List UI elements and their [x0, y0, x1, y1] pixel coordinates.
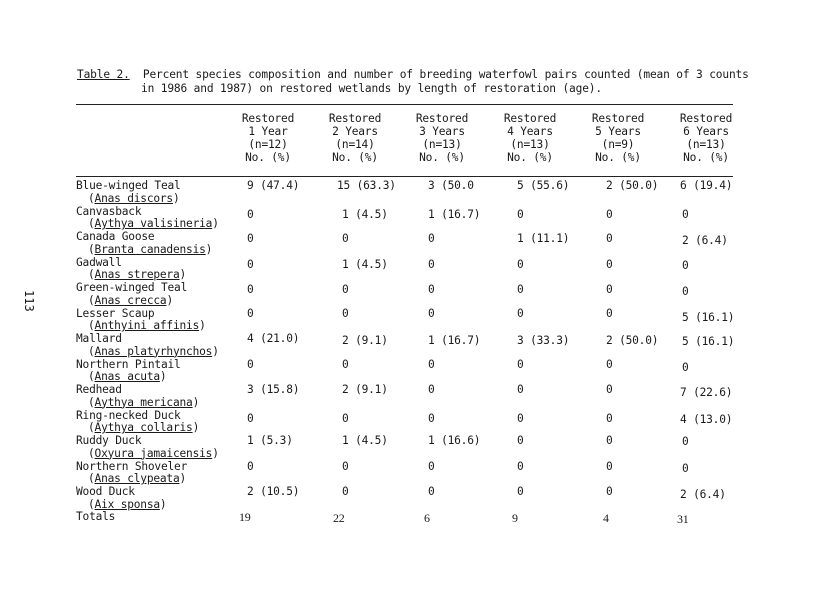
table-row — [0, 282, 814, 307]
value-cell: 9 (47.4) — [247, 179, 300, 192]
header-line: No. (%) — [507, 151, 553, 164]
value-cell: 0 — [606, 411, 613, 425]
total-cell: 19 — [239, 510, 251, 524]
table-row — [0, 410, 814, 435]
header-line: (n=13) — [422, 138, 462, 151]
scientific-name: (Aythya valisineria) — [88, 217, 219, 230]
value-cell: 0 — [517, 383, 524, 396]
value-cell: 0 — [247, 257, 254, 271]
value-cell: 0 — [428, 232, 435, 245]
value-cell: 0 — [428, 383, 435, 396]
species-name — [76, 410, 199, 435]
scientific-name: (Anas discors) — [88, 191, 180, 205]
value-cell: 6 (19.4) — [680, 179, 733, 192]
value-cell: 3 (50.0 — [428, 179, 474, 192]
table-row — [0, 231, 814, 256]
value-cell: 3 (33.3) — [517, 334, 570, 347]
species-name — [76, 486, 166, 511]
species-name — [76, 308, 206, 333]
column-header-6-years — [666, 112, 746, 164]
value-cell: 5 (16.1) — [682, 310, 735, 324]
value-cell: 5 (55.6) — [517, 179, 570, 192]
scientific-name: (Anas crecca) — [88, 293, 173, 307]
value-cell: 2 (10.5) — [247, 485, 300, 498]
value-cell: 0 — [247, 232, 254, 245]
value-cell: 0 — [517, 283, 524, 296]
header-line: No. (%) — [419, 151, 465, 164]
value-cell: 0 — [606, 232, 613, 245]
header-line: Restored — [591, 112, 645, 125]
value-cell: 0 — [428, 306, 435, 320]
value-cell: 2 (6.4) — [682, 234, 728, 247]
value-cell: 0 — [682, 207, 689, 221]
species-name — [76, 359, 181, 384]
table-row — [0, 308, 814, 333]
table-row — [0, 257, 814, 282]
common-name: Ruddy Duck — [76, 434, 142, 447]
common-name: Mallard — [76, 332, 122, 345]
header-line: 6 Years — [683, 125, 729, 138]
value-cell: 2 (9.1) — [342, 334, 388, 347]
caption-label: Table 2. — [77, 68, 130, 81]
value-cell: 0 — [606, 383, 613, 396]
top-rule — [76, 104, 733, 105]
header-line: No. (%) — [245, 151, 291, 164]
total-cell: 31 — [677, 512, 689, 526]
value-cell: 0 — [247, 306, 254, 320]
table-row — [0, 206, 814, 231]
value-cell: 7 (22.6) — [680, 386, 733, 399]
value-cell: 1 (4.5) — [342, 207, 388, 221]
caption-line-1 — [77, 68, 757, 82]
scientific-name: (Anas platyrhynchos) — [88, 344, 219, 358]
header-line: 5 Years — [595, 125, 641, 138]
value-cell: 1 (5.3) — [247, 434, 293, 447]
species-name — [76, 257, 186, 282]
species-name — [76, 461, 187, 486]
common-name: Redhead — [76, 383, 122, 396]
table-caption — [77, 68, 757, 96]
value-cell: 0 — [428, 357, 435, 371]
common-name: Canada Goose — [76, 230, 155, 243]
common-name: Canvasback — [76, 204, 142, 218]
value-cell: 0 — [342, 283, 349, 296]
common-name: Northern Shoveler — [76, 459, 188, 473]
column-header-4-years — [490, 112, 570, 164]
value-cell: 0 — [247, 357, 254, 371]
value-cell: 1 (11.1) — [517, 232, 570, 245]
column-header-3-years — [402, 112, 482, 164]
table-row — [0, 461, 814, 486]
common-name: Wood Duck — [76, 485, 135, 498]
value-cell: 0 — [682, 285, 689, 298]
value-cell: 0 — [606, 434, 613, 447]
scientific-name: (Anas acuta) — [88, 370, 167, 383]
header-line: 1 Year — [248, 125, 288, 138]
scientific-name: (Anthyini affinis) — [88, 319, 206, 332]
species-name — [76, 435, 219, 460]
value-cell: 0 — [682, 258, 689, 272]
header-line: Restored — [415, 112, 469, 125]
common-name: Blue-winged Teal — [76, 179, 181, 192]
table-row — [0, 435, 814, 460]
header-line: (n=14) — [335, 138, 375, 151]
header-line: Restored — [328, 112, 382, 125]
header-line: Restored — [241, 112, 295, 125]
common-name: Green-winged Teal — [76, 281, 188, 294]
value-cell: 15 (63.3) — [337, 179, 396, 192]
value-cell: 0 — [606, 257, 613, 271]
header-line: (n=12) — [248, 138, 288, 151]
caption-line-2: in 1986 and 1987) on restored wetlands by length of restoration (age). — [141, 82, 602, 95]
header-line: (n=13) — [510, 138, 550, 151]
value-cell: 0 — [606, 459, 613, 473]
scientific-name: (Oxyura jamaicensis) — [88, 446, 219, 460]
value-cell: 0 — [342, 411, 349, 425]
value-cell: 1 (16.6) — [428, 434, 481, 447]
header-line: (n=13) — [686, 138, 726, 151]
header-line: (n=9) — [601, 138, 635, 151]
header-line: No. (%) — [332, 151, 378, 164]
value-cell: 0 — [517, 357, 524, 371]
header-rule — [76, 176, 733, 177]
species-name — [76, 206, 219, 231]
species-name — [76, 282, 187, 307]
value-cell: 0 — [342, 485, 349, 498]
header-line: 2 Years — [332, 125, 378, 138]
value-cell: 0 — [517, 459, 524, 473]
value-cell: 0 — [428, 257, 435, 271]
total-cell: 9 — [512, 511, 518, 525]
value-cell: 0 — [606, 207, 613, 221]
column-header-1-year — [228, 112, 308, 164]
value-cell: 0 — [606, 306, 613, 320]
value-cell: 1 (16.7) — [428, 207, 481, 221]
value-cell: 0 — [682, 461, 689, 475]
table-row — [0, 384, 814, 409]
value-cell: 2 (9.1) — [342, 383, 388, 396]
value-cell: 0 — [247, 411, 254, 425]
value-cell: 0 — [606, 357, 613, 371]
value-cell: 0 — [682, 360, 689, 374]
value-cell: 4 (13.0) — [680, 412, 733, 426]
scientific-name: (Aythya collaris) — [88, 421, 200, 434]
value-cell: 0 — [342, 306, 349, 320]
common-name: Lesser Scaup — [76, 306, 155, 320]
value-cell: 0 — [247, 283, 254, 296]
value-cell: 0 — [428, 485, 435, 498]
value-cell: 0 — [428, 459, 435, 473]
value-cell: 0 — [342, 357, 349, 371]
value-cell: 0 — [517, 411, 524, 425]
value-cell: 0 — [342, 459, 349, 473]
species-name — [76, 231, 212, 256]
value-cell: 0 — [517, 306, 524, 320]
header-line: Restored — [679, 112, 733, 125]
species-name — [76, 333, 219, 358]
header-line: 4 Years — [507, 125, 553, 138]
header-line: 3 Years — [419, 125, 465, 138]
table-row — [0, 333, 814, 358]
value-cell: 0 — [682, 435, 689, 448]
value-cell: 2 (50.0) — [606, 334, 659, 347]
scientific-name: (Anas clypeata) — [88, 472, 187, 485]
value-cell: 0 — [606, 485, 613, 498]
scientific-name: (Aix sponsa) — [88, 497, 167, 511]
column-header-5-years — [578, 112, 658, 164]
value-cell: 0 — [517, 207, 524, 221]
value-cell: 4 (21.0) — [247, 332, 300, 345]
totals-row — [0, 511, 814, 536]
value-cell: 2 (50.0) — [606, 179, 659, 192]
value-cell: 0 — [428, 411, 435, 425]
value-cell: 0 — [247, 207, 254, 221]
value-cell: 0 — [606, 283, 613, 296]
header-line: Restored — [503, 112, 557, 125]
species-name — [76, 180, 181, 205]
value-cell: 0 — [517, 485, 524, 498]
total-cell: 4 — [603, 511, 609, 525]
scientific-name: (Aythya mericana) — [88, 395, 200, 409]
value-cell: 0 — [517, 434, 524, 447]
scientific-name: (Anas strepera) — [88, 268, 187, 281]
common-name: Ring-necked Duck — [76, 408, 181, 422]
total-cell: 22 — [333, 511, 345, 525]
table-row — [0, 486, 814, 511]
value-cell: 0 — [517, 257, 524, 271]
value-cell: 0 — [247, 459, 254, 473]
value-cell: 2 (6.4) — [680, 488, 726, 501]
table-row — [0, 180, 814, 205]
page-number: 113 — [22, 290, 36, 312]
value-cell: 1 (4.5) — [342, 257, 388, 271]
caption-text-1: Percent species composition and number of breeding waterfowl pairs counted (mean of 3 counts — [142, 68, 749, 81]
total-cell: 6 — [424, 511, 430, 525]
value-cell: 1 (4.5) — [342, 434, 388, 447]
value-cell: 3 (15.8) — [247, 383, 300, 396]
value-cell: 0 — [428, 283, 435, 296]
header-line: No. (%) — [595, 151, 641, 164]
table-row — [0, 359, 814, 384]
value-cell: 1 (16.7) — [428, 334, 481, 347]
column-header-2-years — [315, 112, 395, 164]
common-name: Northern Pintail — [76, 357, 181, 371]
value-cell: 5 (16.1) — [682, 335, 735, 348]
scientific-name: (Branta canadensis) — [88, 242, 213, 256]
header-line: No. (%) — [683, 151, 729, 164]
species-name — [76, 384, 199, 409]
totals-label: Totals — [76, 510, 116, 523]
value-cell: 0 — [342, 232, 349, 245]
common-name: Gadwall — [76, 255, 122, 269]
